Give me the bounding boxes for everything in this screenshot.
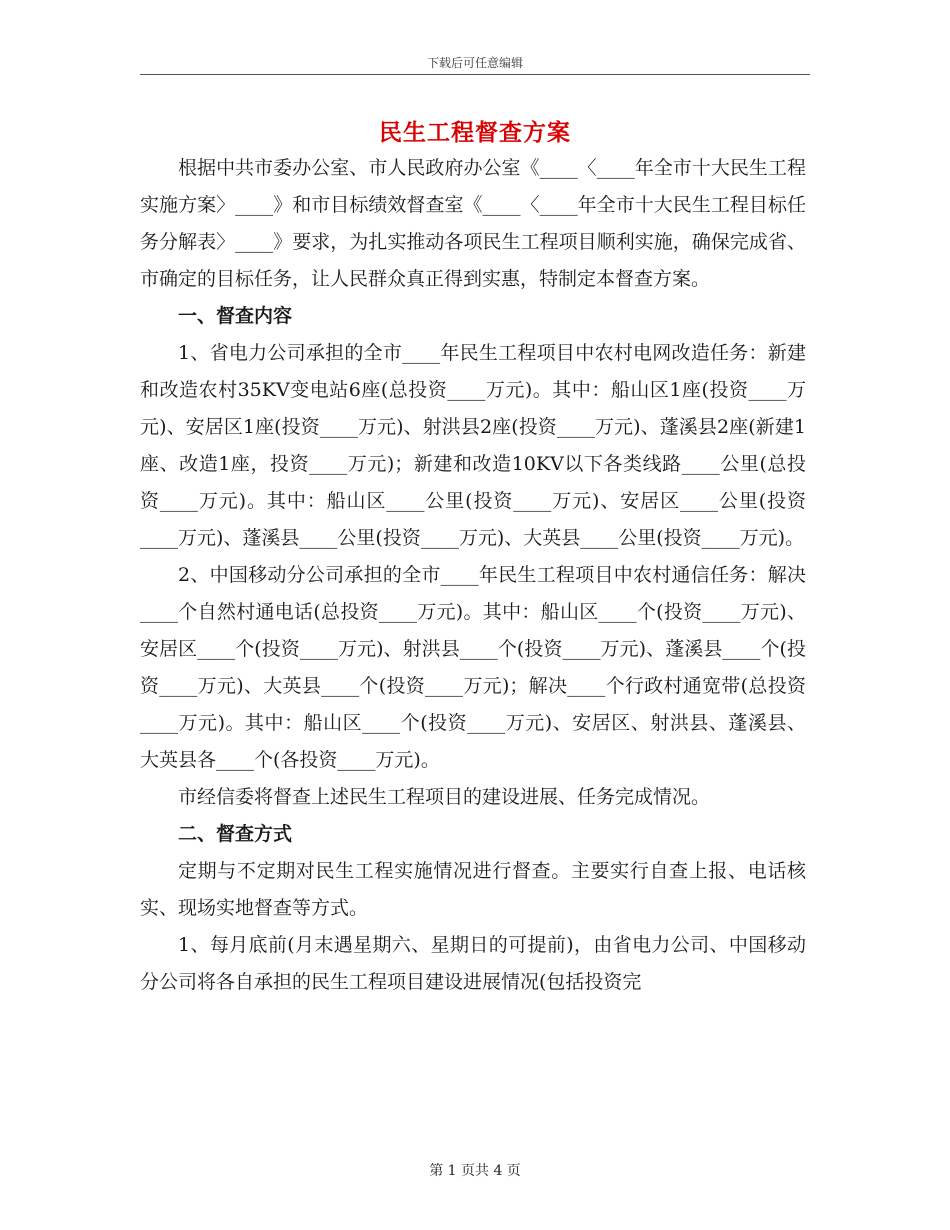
paragraph-monthly-report: 1、每月底前(月末遇星期六、星期日的可提前)，由省电力公司、中国移动分公司将各自承担的民生工程项目建设进展情况(包括投资完: [140, 934, 806, 993]
paragraph-telecom: 2、中国移动分公司承担的全市____年民生工程项目中农村通信任务：解决____个自然村通电话(总投资____万元)。其中：船山区____个(投资____万元)、安居区____个(投资____万元)、射洪县____个(投资____万元)、蓬溪县____个(投资____万元)、大英县____个(投资____万元)；解决____个行政村通宽带(总投资____万元)。其中：船山区____个(投资____万元)、安居区、射洪县、蓬溪县、大英县各____个(各投资____万元)。: [140, 564, 806, 771]
header-divider: [140, 74, 810, 75]
page-footer: 第 1 页共 4 页: [429, 1163, 521, 1179]
paragraph-method: 定期与不定期对民生工程实施情况进行督查。主要实行自查上报、电话核实、现场实地督查等方式。: [140, 860, 806, 919]
paragraph-supervision-scope: 市经信委将督查上述民生工程项目的建设进展、任务完成情况。: [178, 786, 711, 808]
intro-paragraph: 根据中共市委办公室、市人民政府办公室《____〈____年全市十大民生工程实施方案〉____》和市目标绩效督查室《____〈____年全市十大民生工程目标任务分解表〉____》要求，为扎实推动各项民生工程项目顺利实施，确保完成省、市确定的目标任务，让人民群众真正得到实惠，特制定本督查方案。: [140, 157, 806, 290]
section-heading-content: 一、督查内容: [178, 305, 293, 327]
section-heading-method: 二、督查方式: [178, 823, 293, 845]
document-body: [140, 150, 806, 1001]
page-header: 下载后可任意编辑: [426, 56, 523, 70]
paragraph-power-grid: 1、省电力公司承担的全市____年民生工程项目中农村电网改造任务：新建和改造农村35KV变电站6座(总投资____万元)。其中：船山区1座(投资____万元)、安居区1座(投资____万元)、射洪县2座(投资____万元)、蓬溪县2座(新建1座、改造1座，投资____万元)；新建和改造10KV以下各类线路____公里(总投资____万元)。其中：船山区____公里(投资____万元)、安居区____公里(投资____万元)、蓬溪县____公里(投资____万元)、大英县____公里(投资____万元)。: [140, 342, 806, 549]
document-title: 民生工程督查方案: [379, 119, 571, 146]
